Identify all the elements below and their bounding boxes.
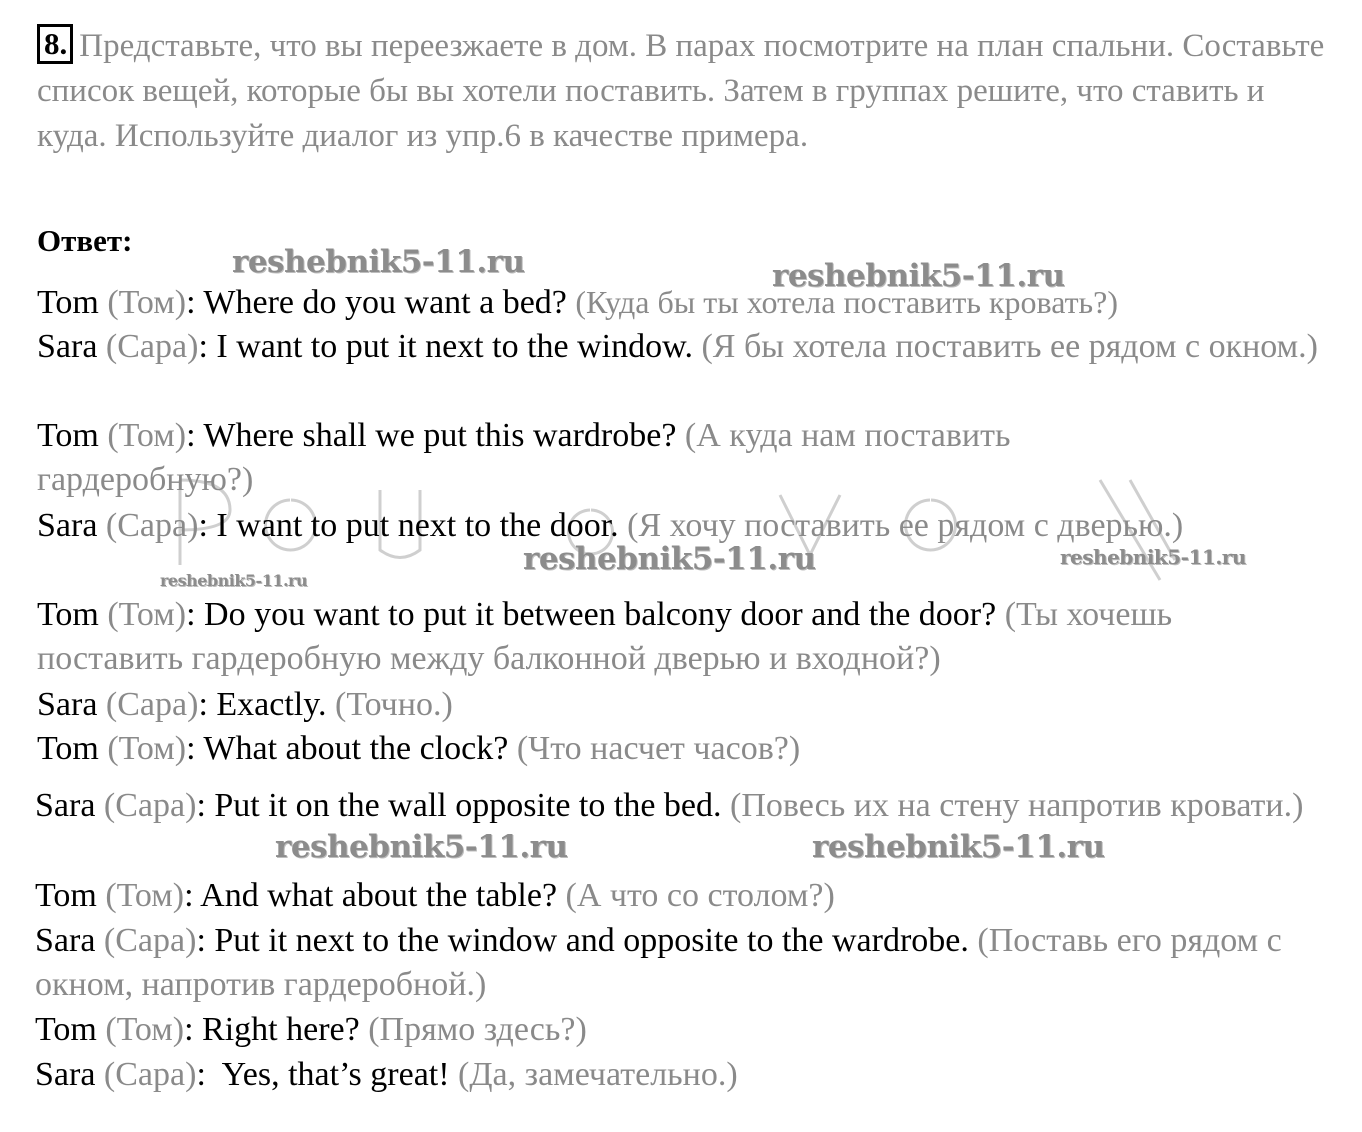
line-english: Right here? [202,1011,360,1048]
task-statement [37,24,1327,159]
line-english: Do you want to put it between balcony door and the door? [204,596,997,633]
watermark: reshebnik5-11.ru [772,258,1065,294]
line-russian: (Повесь их на стену напротив кровати.) [730,787,1304,824]
watermark: reshebnik5-11.ru [1060,545,1246,569]
speaker-name: Sara [37,507,98,544]
line-english: Exactly. [216,686,327,723]
line-english: Yes, that’s great! [221,1056,450,1093]
line-english: Where do you want a bed? [203,284,567,321]
line-english: Put it next to the window and opposite to the wardrobe. [214,922,969,959]
dialogue-line-6: Sara (Сара): Exactly. (Точно.) [37,686,453,723]
line-russian: (Куда бы ты хотела поставить кровать?) [575,284,1118,320]
line-english: I want to put next to the door. [216,507,619,544]
line-english: I want to put it next to the window. [216,328,693,365]
dialogue-line-12: Sara (Сара): Yes, that’s great! (Да, замечательно.) [35,1056,738,1093]
dialogue-line-4: Sara (Сара): I want to put next to the door. (Я хочу поставить ее рядом с дверью.) [37,507,1184,544]
speaker-name-ru: (Том) [107,284,187,321]
speaker-name: Sara [37,328,98,365]
line-english: Put it on the wall opposite to the bed. [214,787,722,824]
speaker-name: Sara [35,787,96,824]
line-russian: (А куда нам поставить гардеробную?) [37,417,1011,498]
speaker-name: Tom [37,284,99,321]
speaker-name: Sara [37,686,98,723]
line-english: What about the clock? [203,730,509,767]
dialogue-line-7: Tom (Том): What about the clock? (Что насчет часов?) [37,730,801,767]
speaker-name: Tom [35,1011,97,1048]
line-russian: (Я хочу поставить ее рядом с дверью.) [627,507,1184,544]
speaker-name: Tom [37,596,99,633]
dialogue-line-8: Sara (Сара): Put it on the wall opposite to the bed. (Повесь их на стену напротив кровати.) [35,787,1304,824]
speaker-name-ru: (Сара) [103,922,197,959]
speaker-name: Sara [35,922,96,959]
speaker-name-ru: (Том) [107,417,187,454]
line-english: Where shall we put this wardrobe? [203,417,677,454]
answer-label: Ответ: [37,223,133,258]
dialogue-line-1: Tom (Том): Where do you want a bed? (Куда бы ты хотела поставить кровать?) [37,284,1118,321]
line-russian: (Да, замечательно.) [458,1056,738,1093]
speaker-name: Tom [35,877,97,914]
speaker-name-ru: (Сара) [105,328,199,365]
watermark: reshebnik5-11.ru [812,829,1105,865]
watermark: reshebnik5-11.ru [523,541,816,577]
line-english: And what about the table? [200,877,558,914]
speaker-name-ru: (Сара) [103,787,197,824]
dialogue-line-5: Tom (Том): Do you want to put it between balcony door and the door? (Ты хочешь поставить гардеробную между балконной дверью и входной?) [37,596,1173,677]
speaker-name-ru: (Том) [107,596,187,633]
speaker-name-ru: (Том) [107,730,187,767]
dialogue-line-9: Tom (Том): And what about the table? (А что со столом?) [35,877,835,914]
speaker-name-ru: (Сара) [103,1056,197,1093]
speaker-name-ru: (Том) [105,1011,185,1048]
speaker-name: Tom [37,417,99,454]
watermark: reshebnik5-11.ru [275,829,568,865]
line-russian: (Что насчет часов?) [516,730,801,767]
speaker-name: Tom [37,730,99,767]
line-russian: (А что со столом?) [565,877,835,914]
task-number-box: 8. [37,24,73,64]
watermark: reshebnik5-11.ru [232,244,525,280]
dialogue-line-11: Tom (Том): Right here? (Прямо здесь?) [35,1011,587,1048]
line-russian: (Прямо здесь?) [368,1011,587,1048]
speaker-name: Sara [35,1056,96,1093]
speaker-name-ru: (Сара) [105,507,199,544]
watermark: reshebnik5-11.ru [160,571,308,590]
dialogue-line-3: Tom (Том): Where shall we put this wardrobe? (А куда нам поставить гардеробную?) [37,417,1011,498]
line-russian: (Точно.) [335,686,453,723]
line-russian: (Поставь его рядом с окном, напротив гардеробной.) [35,922,1282,1003]
line-russian: (Ты хочешь поставить гардеробную между балконной дверью и входной?) [37,596,1173,677]
task-text: Представьте, что вы переезжаете в дом. В парах посмотрите на план спальни. Составьте список вещей, которые бы вы хотели поставить. Затем в группах решите, что ставить и куда. Используйте диалог из упр.6 в качестве примера. [37,28,1325,154]
dialogue-line-10: Sara (Сара): Put it next to the window and opposite to the wardrobe. (Поставь его рядом с окном, напротив гардеробной.) [35,922,1282,1003]
speaker-name-ru: (Сара) [105,686,199,723]
line-russian: (Я бы хотела поставить ее рядом с окном.) [701,328,1318,365]
dialogue-line-2: Sara (Сара): I want to put it next to the window. (Я бы хотела поставить ее рядом с окном.) [37,328,1318,365]
speaker-name-ru: (Том) [105,877,185,914]
